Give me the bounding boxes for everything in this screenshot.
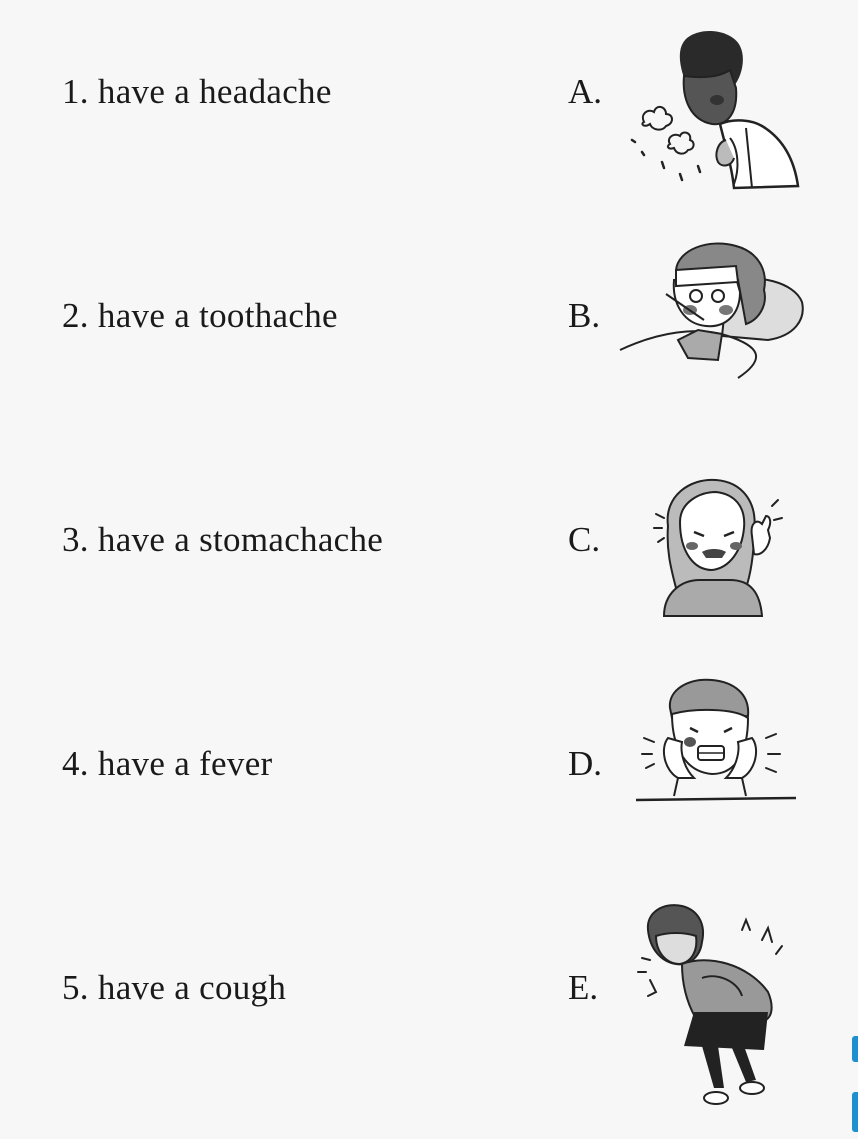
option-letter-a: A. [568, 72, 603, 111]
phrase-4: 4. have a fever [62, 744, 273, 783]
stomachache-girl-icon [628, 902, 788, 1114]
phrase-2: 2. have a toothache [62, 296, 338, 335]
phrase-1: 1. have a headache [62, 72, 332, 111]
headache-girl-icon [650, 476, 785, 618]
fever-boy-in-bed-icon [618, 240, 808, 380]
phrase-5: 5. have a cough [62, 968, 287, 1007]
page-edge-mark [852, 1092, 858, 1132]
toothache-boy-icon [634, 678, 799, 804]
phrase-3: 3. have a stomachache [62, 520, 384, 559]
coughing-man-icon [622, 28, 807, 190]
page-edge-mark [852, 1036, 858, 1062]
option-letter-e: E. [568, 968, 599, 1007]
option-letter-c: C. [568, 520, 601, 559]
option-letter-d: D. [568, 744, 603, 783]
option-letter-b: B. [568, 296, 601, 335]
